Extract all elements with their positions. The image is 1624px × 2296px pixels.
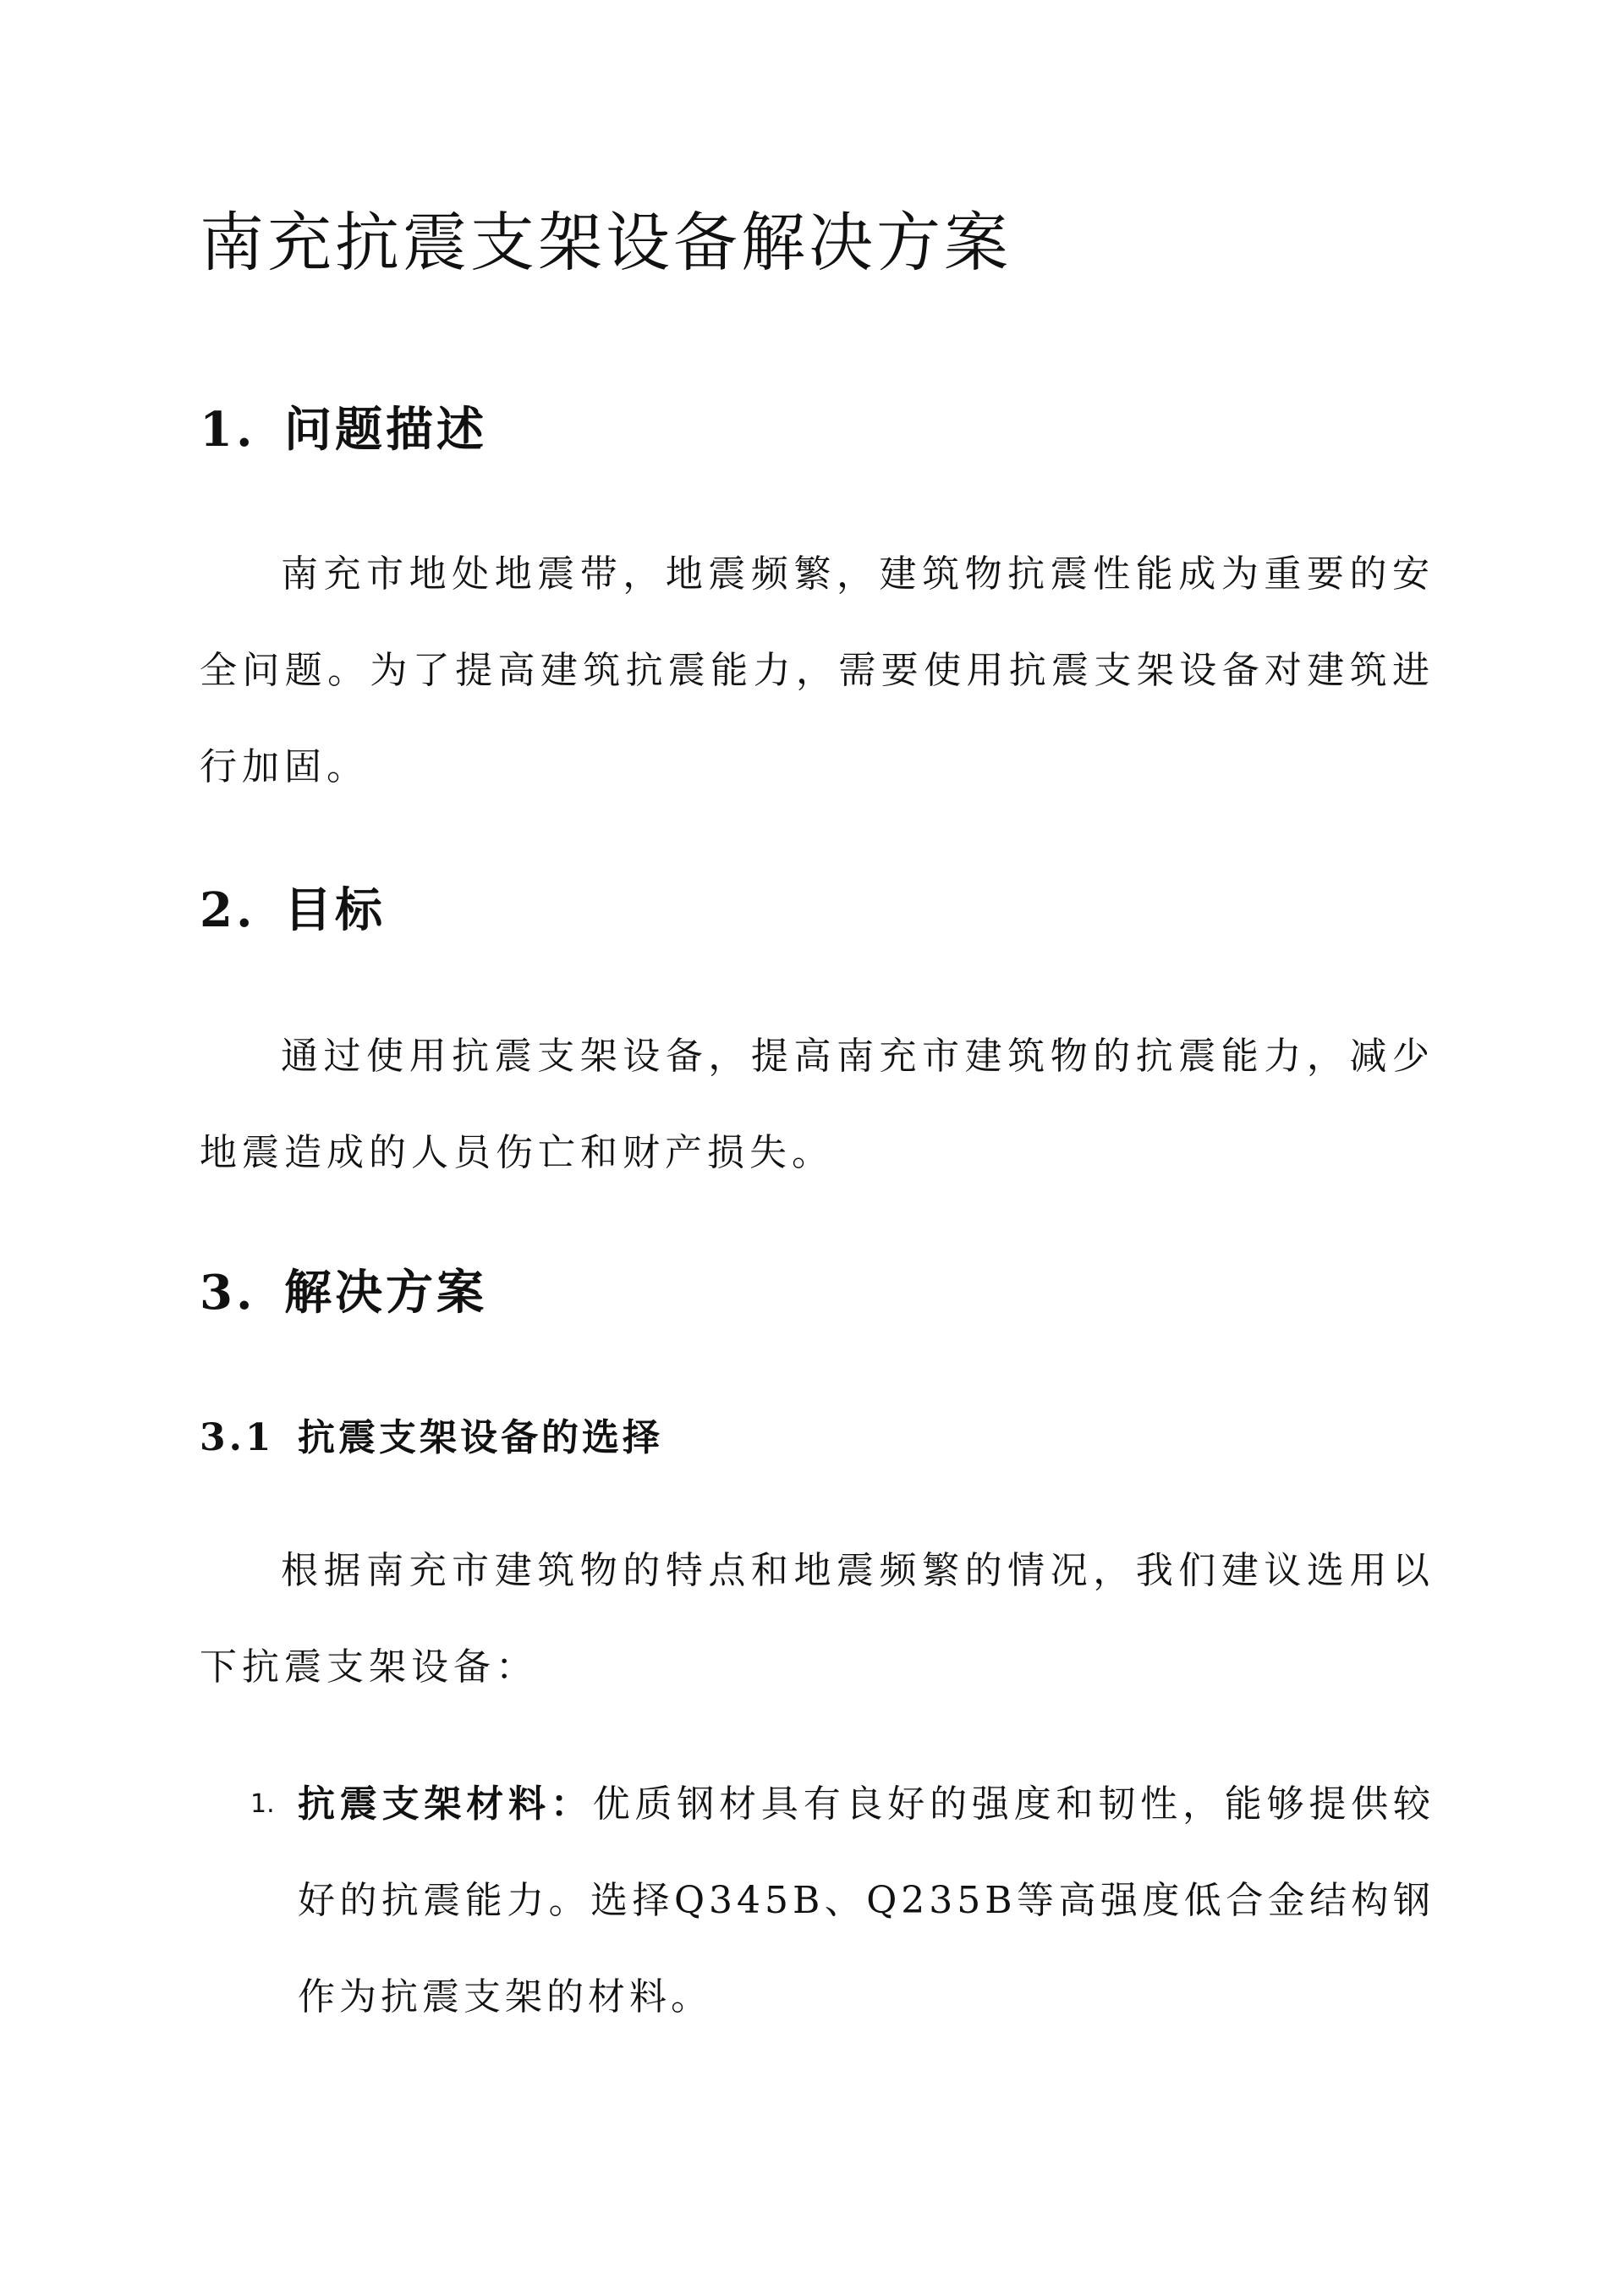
- section-title-3: 解决方案: [284, 1265, 487, 1321]
- section-heading-3: [200, 1259, 487, 1327]
- section-heading-1: [200, 396, 487, 464]
- section-paragraph-1: 南充市地处地震带，地震频繁，建筑物抗震性能成为重要的安全问题。为了提高建筑抗震能力，需要使用抗震支架设备对建筑进行加固。: [200, 552, 1435, 788]
- list-item: [200, 1756, 1435, 2046]
- section-paragraph-2: 通过使用抗震支架设备，提高南充市建筑物的抗震能力，减少地震造成的人员伤亡和财产损失。: [200, 1035, 1435, 1174]
- subsection-number-3-1: 3.1: [200, 1416, 275, 1459]
- section-number-3: 3.: [200, 1265, 256, 1321]
- list-item-text: 优质钢材具有良好的强度和韧性，能够提供较好的抗震能力。选择Q345B、Q235B等高强度低合金结构钢作为抗震支架的材料。: [298, 1782, 1435, 2019]
- list-item-term: 抗震支架材料：: [298, 1782, 593, 1826]
- subsection-heading-3-1: [200, 1411, 663, 1465]
- subsection-title-3-1: 抗震支架设备的选择: [298, 1416, 663, 1459]
- list-item-marker: 1.: [250, 1789, 275, 1819]
- subsection-paragraph-3-1: 根据南充市建筑物的特点和地震频繁的情况，我们建议选用以下抗震支架设备：: [200, 1549, 1435, 1689]
- document-title: 南充抗震支架设备解决方案: [200, 205, 1012, 280]
- section-number-2: 2.: [200, 882, 256, 938]
- section-title-2: 目标: [284, 882, 386, 938]
- section-number-1: 1.: [200, 402, 256, 458]
- section-title-1: 问题描述: [284, 402, 487, 458]
- section-heading-2: [200, 876, 386, 944]
- equipment-list: [200, 1756, 1435, 2046]
